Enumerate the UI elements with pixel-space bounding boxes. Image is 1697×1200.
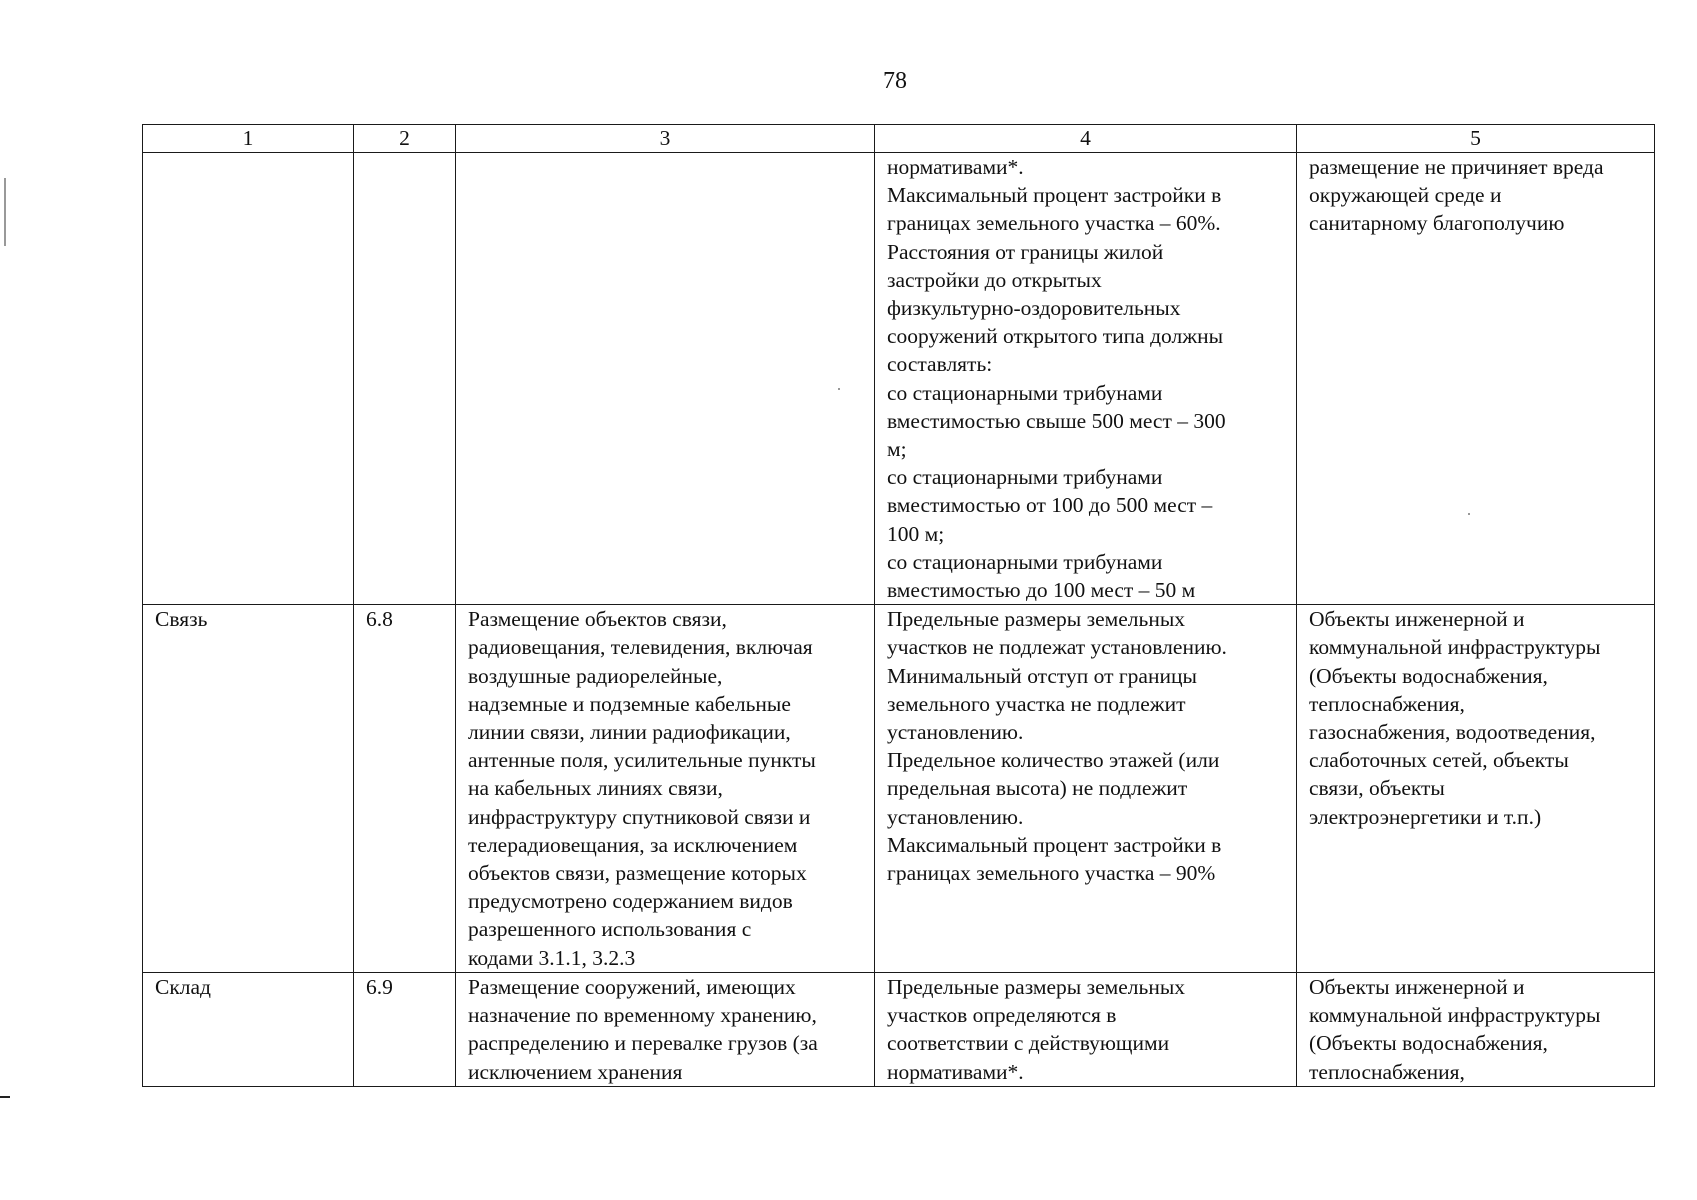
cell-text-line: нормативами*. [887,155,1024,179]
cell-text-line: (Объекты водоснабжения, [1309,1031,1548,1056]
description-cell [456,153,875,605]
cell-text-line: границах земельного участка – 60%. [887,211,1221,236]
cell-text-line: назначение по временному хранению, [468,1003,817,1028]
cell-text-line: окружающей среде и [1309,183,1502,208]
cell-text: Склад [155,974,211,999]
cell-text-line: со стационарными трибунами [887,465,1163,490]
cell-text-line: физкультурно-оздоровительных [887,296,1181,321]
cell-text-line: предусмотрено содержанием видов [468,889,793,914]
land-use-table [142,124,1655,1087]
cell-text-line: коммунальной инфраструктуры [1309,1003,1601,1028]
margin-mark-top [4,178,6,246]
cell-text-line: участков не подлежат установлению. [887,635,1227,660]
auxiliary-cell [1297,972,1655,1086]
table-row [143,972,1655,1086]
cell-text-line: Объекты инженерной и [1309,974,1525,999]
cell-text-line: антенные поля, усилительные пункты [468,748,816,773]
cell-text-line: Предельные размеры земельных [887,607,1186,632]
description-cell [456,605,875,973]
name-cell [143,605,354,973]
cell-text-line: санитарному благополучию [1309,211,1565,236]
cell-text-line: объектов связи, размещение которых [468,861,807,886]
cell-text-line: воздушные радиорелейные, [468,663,723,688]
cell-text-line: Предельное количество этажей (или [887,748,1220,773]
cell-text-line: Расстояния от границы жилой [887,239,1164,264]
cell-text-line: линии связи, линии радиофикации, [468,720,791,745]
cell-text-line: Объекты инженерной и [1309,607,1525,632]
name-cell [143,972,354,1086]
cell-text-line: 100 м; [887,521,945,546]
cell-text-line: электроэнергетики и т.п.) [1309,804,1542,829]
parameters-cell [875,605,1297,973]
cell-text-line: со стационарными трибунами [887,380,1163,405]
parameters-cell [875,972,1297,1086]
cell-text-line: распределению и перевалке грузов (за [468,1031,818,1056]
cell-text-line: со стационарными трибунами [887,549,1163,574]
cell-text-line: размещение не причиняет вреда [1309,155,1604,179]
description-cell [456,972,875,1086]
cell-text: 6.8 [366,607,393,632]
cell-text-line: вместимостью свыше 500 мест – 300 [887,408,1226,433]
cell-text: Связь [155,607,208,632]
cell-text-line: застройки до открытых [887,267,1102,292]
cell-text-line: коммунальной инфраструктуры [1309,635,1601,660]
cell-text-line: составлять: [887,352,993,377]
cell-text-line: границах земельного участка – 90% [887,861,1216,886]
cell-text-line: радиовещания, телевидения, включая [468,635,813,660]
cell-text-line: участков определяются в [887,1003,1117,1028]
cell-text-line: вместимостью до 100 мест – 50 м [887,578,1196,603]
header-cell-4: 4 [875,125,1297,153]
cell-text-line: Минимальный отступ от границы [887,663,1197,688]
cell-text-line: телерадиовещания, за исключением [468,832,798,857]
name-cell [143,153,354,605]
cell-text-line: Размещение сооружений, имеющих [468,974,796,999]
cell-text-line: разрешенного использования с [468,917,752,942]
cell-text-line: (Объекты водоснабжения, [1309,663,1548,688]
page-number: 78 [883,68,907,94]
cell-text-line: инфраструктуру спутниковой связи и [468,804,811,829]
cell-text-line: установлению. [887,720,1024,745]
cell-text-line: предельная высота) не подлежит [887,776,1188,801]
cell-text-line: установлению. [887,804,1024,829]
cell-text-line: слаботочных сетей, объекты [1309,748,1569,773]
header-cell-2: 2 [354,125,456,153]
cell-text-line: земельного участка не подлежит [887,691,1186,716]
cell-text-line: м; [887,437,907,462]
cell-text-line: нормативами*. [887,1059,1024,1084]
cell-text-line: надземные и подземные кабельные [468,691,791,716]
code-cell [354,153,456,605]
margin-mark-bottom [0,1096,10,1098]
cell-text-line: теплоснабжения, [1309,1059,1465,1084]
cell-text-line: теплоснабжения, [1309,691,1465,716]
table-row [143,605,1655,973]
cell-text-line: сооружений открытого типа должны [887,324,1224,349]
cell-text-line: связи, объекты [1309,776,1445,801]
auxiliary-cell [1297,605,1655,973]
table-row [143,153,1655,605]
cell-text-line: Максимальный процент застройки в [887,183,1222,208]
code-cell [354,972,456,1086]
cell-text-line: исключением хранения [468,1059,683,1084]
code-cell [354,605,456,973]
cell-text-line: соответствии с действующими [887,1031,1170,1056]
cell-text-line: Максимальный процент застройки в [887,832,1222,857]
cell-text-line: Предельные размеры земельных [887,974,1186,999]
cell-text: 6.9 [366,974,393,999]
parameters-cell [875,153,1297,605]
header-cell-5: 5 [1297,125,1655,153]
header-cell-1: 1 [143,125,354,153]
cell-text-line: Размещение объектов связи, [468,607,727,632]
header-row [143,125,1655,153]
auxiliary-cell [1297,153,1655,605]
cell-text-line: вместимостью от 100 до 500 мест – [887,493,1213,518]
header-cell-3: 3 [456,125,875,153]
cell-text-line: кодами 3.1.1, 3.2.3 [468,945,636,970]
cell-text-line: газоснабжения, водоотведения, [1309,720,1596,745]
cell-text-line: на кабельных линиях связи, [468,776,723,801]
